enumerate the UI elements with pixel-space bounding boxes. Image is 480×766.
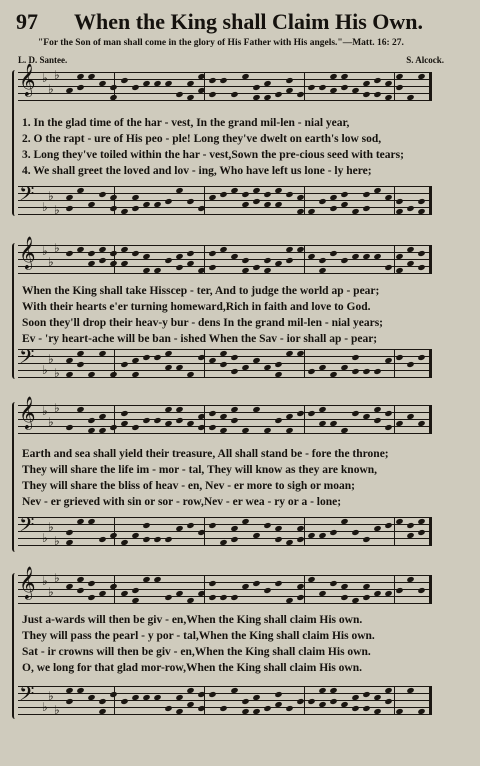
flat-icon: ♭ xyxy=(54,571,60,585)
notehead xyxy=(351,409,359,416)
notehead xyxy=(417,353,425,360)
notehead xyxy=(120,76,128,83)
flat-icon: ♭ xyxy=(54,401,60,415)
composer-credit: S. Alcock. xyxy=(406,55,444,65)
notehead xyxy=(318,256,326,263)
notehead xyxy=(373,416,381,423)
notehead xyxy=(340,190,348,197)
notehead xyxy=(219,360,227,367)
notehead xyxy=(307,83,315,90)
bar-line xyxy=(394,349,395,377)
notehead xyxy=(208,249,216,256)
notehead xyxy=(307,367,315,374)
notehead xyxy=(219,593,227,600)
notehead xyxy=(208,579,216,586)
staff-line xyxy=(18,419,432,420)
notehead xyxy=(406,204,414,211)
notehead xyxy=(318,197,326,204)
end-bar-line xyxy=(429,686,432,714)
flat-icon: ♭ xyxy=(48,352,54,366)
flat-icon: ♭ xyxy=(54,366,60,380)
notehead xyxy=(76,360,84,367)
notehead xyxy=(87,579,95,586)
notehead xyxy=(208,690,216,697)
notehead xyxy=(417,528,425,535)
notehead xyxy=(274,579,282,586)
notehead xyxy=(142,353,150,360)
end-bar-line xyxy=(429,349,432,377)
notehead xyxy=(87,416,95,423)
staff-line xyxy=(18,266,432,267)
treble-staff xyxy=(18,236,432,273)
notehead xyxy=(285,190,293,197)
notehead xyxy=(285,76,293,83)
flat-icon: ♭ xyxy=(42,404,48,418)
end-bar-line xyxy=(429,405,432,433)
lyric-line: O, we long for that glad mor-row,When the King shall claim His own. xyxy=(22,662,363,674)
staff-line xyxy=(18,200,432,201)
staff-line xyxy=(18,603,432,604)
notehead xyxy=(373,367,381,374)
bar-line xyxy=(394,245,395,273)
notehead xyxy=(263,586,271,593)
lyric-line: They will pass the pearl - y por - tal,When the King shall claim His own. xyxy=(22,630,375,642)
notehead xyxy=(417,263,425,270)
notehead xyxy=(98,256,106,263)
notehead xyxy=(362,190,370,197)
notehead xyxy=(362,593,370,600)
bar-line xyxy=(114,686,115,714)
notehead xyxy=(109,249,117,256)
bass-clef-icon: 𝄢 xyxy=(19,682,35,710)
notehead xyxy=(230,90,238,97)
bar-line xyxy=(394,686,395,714)
bar-line xyxy=(304,72,305,100)
notehead xyxy=(120,360,128,367)
lyric-line: Soon they'll drop their heav-y bur - dens In the grand mil-len - nial years; xyxy=(22,317,384,329)
notehead xyxy=(241,190,249,197)
author-credit: L. D. Santee. xyxy=(18,55,68,65)
notehead xyxy=(263,704,271,711)
notehead xyxy=(65,204,73,211)
flat-icon: ♭ xyxy=(48,689,54,703)
flat-icon: ♭ xyxy=(42,200,48,214)
notehead xyxy=(208,76,216,83)
notehead xyxy=(208,521,216,528)
notehead xyxy=(351,704,359,711)
notehead xyxy=(318,83,326,90)
notehead xyxy=(164,197,172,204)
notehead xyxy=(186,521,194,528)
notehead xyxy=(131,586,139,593)
lyric-line: Earth and sea shall yield their treasure, All shall stand be - fore the throne; xyxy=(22,448,389,460)
notehead xyxy=(186,197,194,204)
end-bar-line xyxy=(429,72,432,100)
notehead xyxy=(241,697,249,704)
notehead xyxy=(175,416,183,423)
notehead xyxy=(120,697,128,704)
lyric-line: Nev - er grieved with sin or sor - row,Nev - er wea - ry or a - lone; xyxy=(22,496,342,508)
flat-icon: ♭ xyxy=(54,241,60,255)
notehead xyxy=(274,360,282,367)
notehead xyxy=(384,423,392,430)
notehead xyxy=(274,90,282,97)
notehead xyxy=(373,76,381,83)
flat-icon: ♭ xyxy=(54,203,60,217)
notehead xyxy=(417,586,425,593)
bass-staff xyxy=(18,513,432,548)
treble-clef-icon: 𝄞 xyxy=(19,236,36,269)
notehead xyxy=(351,353,359,360)
lyric-line: Ev - 'ry heart-ache will be ban - ished When the Sav - ior shall ap - pear; xyxy=(22,333,378,345)
notehead xyxy=(362,204,370,211)
notehead xyxy=(384,263,392,270)
notehead xyxy=(164,704,172,711)
lyric-line: When the King shall take Hisscep - ter, And to judge the world ap - pear; xyxy=(22,285,380,297)
notehead xyxy=(142,535,150,542)
notehead xyxy=(153,416,161,423)
notehead xyxy=(351,367,359,374)
notehead xyxy=(142,416,150,423)
lyric-line: 4. We shall greet the loved and lov - ing, Who have left us lone - ly here; xyxy=(22,165,372,177)
flat-icon: ♭ xyxy=(42,700,48,714)
notehead xyxy=(230,535,238,542)
notehead xyxy=(285,704,293,711)
notehead xyxy=(384,409,392,416)
flat-icon: ♭ xyxy=(54,703,60,717)
bar-line xyxy=(304,575,305,603)
bar-line xyxy=(304,686,305,714)
notehead xyxy=(109,204,117,211)
flat-icon: ♭ xyxy=(48,82,54,96)
notehead xyxy=(362,690,370,697)
flat-icon: ♭ xyxy=(48,520,54,534)
notehead xyxy=(307,697,315,704)
notehead xyxy=(362,535,370,542)
notehead xyxy=(76,586,84,593)
lyrics-block xyxy=(22,446,440,510)
notehead xyxy=(241,256,249,263)
notehead xyxy=(395,586,403,593)
hymn-title: When the King shall Claim His Own. xyxy=(74,9,424,34)
notehead xyxy=(164,256,172,263)
staff-line xyxy=(18,545,432,546)
notehead xyxy=(87,249,95,256)
lyric-line: Just a-wards will then be giv - en,When the King shall claim His own. xyxy=(22,614,363,626)
notehead xyxy=(131,423,139,430)
notehead xyxy=(230,416,238,423)
notehead xyxy=(208,593,216,600)
flat-icon: ♭ xyxy=(54,534,60,548)
notehead xyxy=(142,521,150,528)
lyric-line: With their hearts e'er turning homeward,Rich in faith and love to God. xyxy=(22,301,371,313)
notehead xyxy=(351,528,359,535)
notehead xyxy=(384,697,392,704)
treble-clef-icon: 𝄞 xyxy=(19,566,36,599)
treble-clef-icon: 𝄞 xyxy=(19,396,36,429)
notehead xyxy=(65,697,73,704)
notehead xyxy=(329,249,337,256)
bar-line xyxy=(304,405,305,433)
notehead xyxy=(252,197,260,204)
bass-staff xyxy=(18,182,432,217)
notehead xyxy=(395,197,403,204)
bar-line xyxy=(204,349,205,377)
end-bar-line xyxy=(429,245,432,273)
notehead xyxy=(384,521,392,528)
lyric-line: 2. O the rapt - ure of His peo - ple! Long they've dwelt on earth's low sod, xyxy=(22,133,382,145)
bar-line xyxy=(204,575,205,603)
notehead xyxy=(329,579,337,586)
notehead xyxy=(252,263,260,270)
notehead xyxy=(65,249,73,256)
notehead xyxy=(252,579,260,586)
notehead xyxy=(153,353,161,360)
hymn-number: 97 xyxy=(16,9,38,34)
bar-line xyxy=(394,405,395,433)
staff-line xyxy=(18,714,432,715)
flat-icon: ♭ xyxy=(42,363,48,377)
notehead xyxy=(219,190,227,197)
flat-icon: ♭ xyxy=(48,189,54,203)
notehead xyxy=(362,90,370,97)
staff-line xyxy=(18,273,432,274)
flat-icon: ♭ xyxy=(42,574,48,588)
staff-line xyxy=(18,259,432,260)
notehead xyxy=(307,409,315,416)
notehead xyxy=(65,423,73,430)
bar-line xyxy=(114,245,115,273)
notehead xyxy=(219,76,227,83)
notehead xyxy=(153,535,161,542)
treble-clef-icon: 𝄞 xyxy=(19,63,36,96)
notehead xyxy=(395,353,403,360)
lyric-line: They will share the bliss of heav - en, Nev - er more to sigh or moan; xyxy=(22,480,355,492)
staff-line xyxy=(18,100,432,101)
bar-line xyxy=(304,186,305,214)
notehead xyxy=(230,367,238,374)
flat-icon: ♭ xyxy=(42,531,48,545)
notehead xyxy=(406,521,414,528)
bar-line xyxy=(114,517,115,545)
lyric-line: 3. Long they've toiled within the har - vest,Sown the pre-cious seed with tears; xyxy=(22,149,404,161)
scripture-reference: "For the Son of man shall come in the glory of His Father with His angels."—Matt. 16: 27. xyxy=(38,38,404,48)
lyric-line: Sat - ir crowns will then be giv - en,When the King shall claim His own. xyxy=(22,646,371,658)
staff-line xyxy=(18,700,432,701)
notehead xyxy=(120,409,128,416)
treble-staff xyxy=(18,566,432,603)
bar-line xyxy=(114,575,115,603)
notehead xyxy=(186,249,194,256)
notehead xyxy=(285,256,293,263)
notehead xyxy=(208,90,216,97)
notehead xyxy=(230,353,238,360)
notehead xyxy=(109,423,117,430)
notehead xyxy=(65,528,73,535)
notehead xyxy=(395,83,403,90)
notehead xyxy=(274,416,282,423)
notehead xyxy=(340,83,348,90)
notehead xyxy=(98,190,106,197)
notehead xyxy=(208,409,216,416)
notehead xyxy=(109,690,117,697)
notehead xyxy=(329,697,337,704)
notehead xyxy=(208,263,216,270)
staff-line xyxy=(18,377,432,378)
treble-staff xyxy=(18,63,432,100)
bass-clef-icon: 𝄢 xyxy=(19,513,35,541)
notehead xyxy=(164,593,172,600)
notehead xyxy=(329,528,337,535)
bar-line xyxy=(394,186,395,214)
notehead xyxy=(175,90,183,97)
notehead xyxy=(373,90,381,97)
bar-line xyxy=(304,517,305,545)
notehead xyxy=(98,535,106,542)
notehead xyxy=(417,249,425,256)
notehead xyxy=(340,256,348,263)
notehead xyxy=(164,535,172,542)
flat-icon: ♭ xyxy=(48,255,54,269)
notehead xyxy=(274,690,282,697)
notehead xyxy=(131,249,139,256)
lyrics-block xyxy=(22,612,440,676)
lyrics-block xyxy=(22,115,440,179)
end-bar-line xyxy=(429,517,432,545)
notehead xyxy=(230,593,238,600)
notehead xyxy=(175,263,183,270)
staff-line xyxy=(18,531,432,532)
notehead xyxy=(263,521,271,528)
end-bar-line xyxy=(429,186,432,214)
notehead xyxy=(252,83,260,90)
notehead xyxy=(98,697,106,704)
notehead xyxy=(340,593,348,600)
bar-line xyxy=(394,575,395,603)
flat-icon: ♭ xyxy=(54,68,60,82)
notehead xyxy=(109,83,117,90)
flat-icon: ♭ xyxy=(42,244,48,258)
notehead xyxy=(329,204,337,211)
notehead xyxy=(131,204,139,211)
notehead xyxy=(362,367,370,374)
lyric-line: 1. In the glad time of the har - vest, In the grand mil-len - nial year, xyxy=(22,117,350,129)
bass-clef-icon: 𝄢 xyxy=(19,345,35,373)
flat-icon: ♭ xyxy=(42,71,48,85)
bass-staff xyxy=(18,345,432,380)
notehead xyxy=(274,535,282,542)
notehead xyxy=(263,256,271,263)
notehead xyxy=(406,360,414,367)
notehead xyxy=(219,704,227,711)
bass-clef-icon: 𝄢 xyxy=(19,182,35,210)
notehead xyxy=(263,190,271,197)
notehead xyxy=(208,423,216,430)
flat-icon: ♭ xyxy=(48,415,54,429)
notehead xyxy=(417,197,425,204)
staff-line xyxy=(18,214,432,215)
lyric-line: They will share the life im - mor - tal, They will know as they are known, xyxy=(22,464,378,476)
bass-staff xyxy=(18,682,432,717)
staff-line xyxy=(18,433,432,434)
notehead xyxy=(76,83,84,90)
treble-staff xyxy=(18,396,432,433)
notehead xyxy=(131,83,139,90)
notehead xyxy=(87,593,95,600)
end-bar-line xyxy=(429,575,432,603)
flat-icon: ♭ xyxy=(48,585,54,599)
lyrics-block xyxy=(22,283,440,347)
notehead xyxy=(362,704,370,711)
